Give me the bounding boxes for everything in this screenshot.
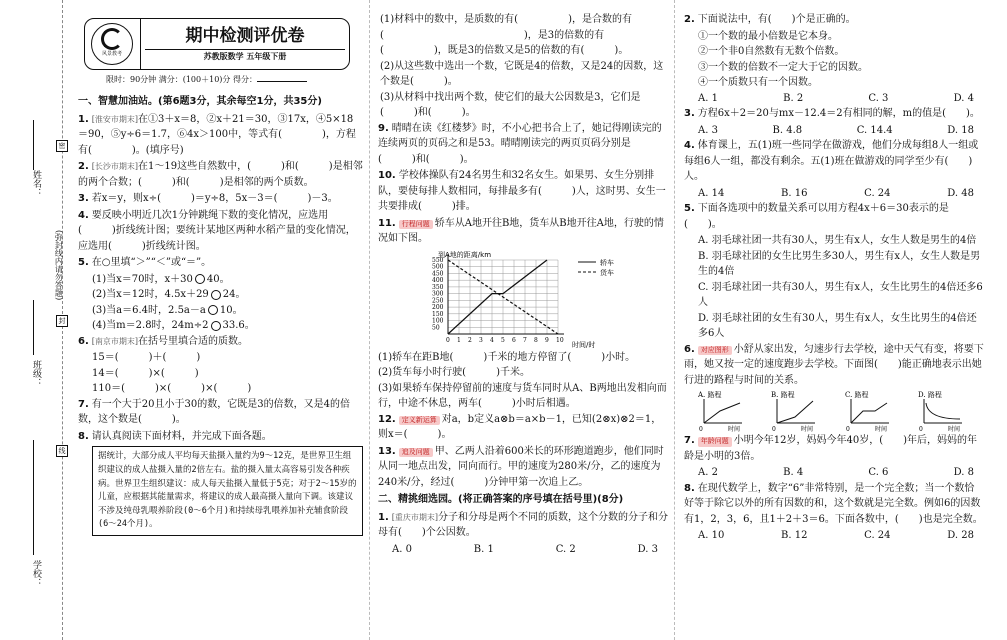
y-tick-label: 550 [432,256,444,264]
compare-circle[interactable] [208,305,218,315]
mc-question-1: 1. [重庆市期末]分子和分母是两个不同的质数，这个分数的分子和分母有( )个公因数。 [378,511,668,538]
school-label: 学校： [30,560,41,587]
q6-line-2: 14＝( )×( ) [92,367,199,379]
q6-line-3: 110＝( )×( )×( ) [92,383,252,395]
q5-part-1: (1)当x＝70时，x＋30 40。 [92,273,230,285]
q8-part-2: (2)从这些数中选出一个数，它既是4的倍数，又是24的因数，这个数是( )。 [380,60,664,87]
option[interactable]: C. 3 [868,92,889,104]
reading-passage: 据统计，大部分成人平均每天盐摄入量约为9～12克，是世界卫生组织建议的成人盐摄入量的2倍左右。盐的摄入量太高容易引发各种疾病。世界卫生组织建议：成人每天盐摄入量低于5克；对于2～15岁的儿童，应根据其能量需求，将建议的成人最高摄入量向下调。该建议不涉及纯母乳喂养阶段(0～6个月)和持续母乳喂养加补充辅食阶段(6～24个月)。 [92,446,363,536]
option[interactable]: B. 羽毛球社团的女生比男生多30人，男生有x人，女生人数是男生的4倍 [698,250,981,277]
x-tick-label: 4 [490,336,494,344]
column-1 [78,0,363,640]
seal-note: (弥封线内请勿答题) [54,230,64,301]
exam-info: 限时：90分钟 满分：(100＋10)分 得分： [106,74,363,86]
mc-question-5: 5. 下面各选项中的数量关系可以用方程4x＋6＝30表示的是( )。 [684,203,949,230]
svg-text:时间: 时间 [874,426,887,433]
q6-line-1: 15＝( )＋( ) [92,352,201,364]
option[interactable]: D. 4 [953,92,974,104]
mc-question-6: 6. 对应图形 小舒从家出发，匀速步行去学校，途中天气有变，将要下雨，她又按一定的速度跑步去学校。下面图( )能正确地表示出她行进的路程与时间的关系。 [684,343,984,386]
y-tick-label: 200 [432,303,444,311]
option[interactable]: C. 24 [864,187,891,199]
svg-text:D. 路程: D. 路程 [917,391,942,399]
option[interactable]: D. 3 [637,543,658,555]
option[interactable]: A. 羽毛球社团一共有30人，男生有x人，女生人数是男生的4倍 [698,235,977,246]
x-tick-label: 7 [523,336,527,344]
q5-part-4: (4)当m＝2.8时，24m÷2 33.6。 [92,320,255,332]
option[interactable]: B. 2 [783,92,804,104]
page-subtitle: 苏教版数学 五年级下册 [203,52,287,61]
x-axis-label: 时间/时 [572,340,596,349]
column-3 [684,12,984,640]
option[interactable]: C. 6 [868,467,889,478]
option[interactable]: C. 羽毛球社团一共有30人，男生有x人，女生比男生的4倍还多6人 [698,281,983,308]
option[interactable]: A. 0 [392,543,412,555]
header-box [84,18,350,70]
option[interactable]: D. 48 [947,187,974,199]
svg-text:时间: 时间 [947,426,960,433]
logo [91,23,133,65]
class-label: 班级： [30,360,41,387]
svg-text:0: 0 [699,426,703,433]
question-8: 8. 请认真阅读下面材料，并完成下面各题。 [78,430,272,442]
mc7-options [684,465,984,481]
name-label: 姓名： [30,170,41,197]
q5-part-2: (2)当x＝12时，4.5x＋29 24。 [92,289,246,301]
mc1-options [378,542,668,558]
travel-chart [378,248,668,350]
section-1-heading: 一、智慧加油站。(第6题3分，其余每空1分，共35分) [78,96,322,108]
y-tick-label: 250 [432,296,444,304]
option[interactable]: D. 羽毛球社团的女生有30人，男生有x人，女生比男生的4倍还多6人 [698,312,977,339]
series-line-car [448,260,547,334]
statement: ④一个质数只有一个因数。 [698,77,818,88]
option[interactable]: B. 4.8 [772,124,803,136]
question-5: 5. 在○里填“＞”“＜”或“＝”。 [78,257,212,269]
option[interactable]: D. 18 [947,124,974,136]
y-tick-label: 400 [432,276,444,284]
svg-text:0: 0 [845,426,850,433]
score-field[interactable] [257,81,307,82]
statement: ①一个数的最小倍数是它本身。 [698,30,838,42]
graph-option-a[interactable] [698,389,758,433]
y-tick-label: 300 [432,290,444,298]
legend-car: 轿车 [600,258,614,267]
svg-text:0: 0 [772,426,777,433]
svg-text:C. 路程: C. 路程 [844,391,869,399]
y-tick-label: 350 [432,283,444,291]
option[interactable]: D. 8 [953,467,974,478]
y-tick-label: 50 [432,323,440,331]
x-tick-label: 1 [457,336,461,344]
y-tick-label: 100 [432,317,444,325]
option[interactable]: A. 1 [698,92,718,104]
question-4: 4. 要反映小明近几次1分钟跳绳下数的变化情况，应选用( )折线统计图；要统计某地区两种水稻产量的变化情况，应选用( )折线统计图。 [78,209,356,252]
question-12: 12. 定义新运算 对a，b定义a⊗b＝a×b－1，已知(2⊗x)⊗2＝1，则x＝( )。 [378,413,662,440]
mc3-options [684,123,984,139]
graph-option-b[interactable] [771,389,831,433]
option[interactable]: B. 16 [781,187,808,199]
y-tick-label: 150 [432,310,444,318]
question-7: 7. 有一个大于20且小于30的数，它既是3的倍数，又是4的倍数，这个数是( )。 [78,398,350,426]
distance-time-chart [418,248,658,350]
question-13: 13. 追及问题 甲、乙两人沿着600米长的环形跑道跑步，他们同时从同一地点出发，同向而行。甲的速度为280米/分，乙的速度为240米/分，经过( )分钟甲第一次追上乙。 [378,445,664,488]
x-tick-label: 0 [446,336,450,344]
question-10: 10. 学校体操队有24名男生和32名女生。如果男、女生分别排队，要使每排人数相同，每排最多有( )人，这时男、女生一共要排成( )排。 [378,170,666,212]
svg-text:0: 0 [918,426,923,433]
mc-question-4: 4. 体育课上，五(1)班一些同学在做游戏，他们分成每组8人一组或每组6人一组，都没有剩余。五(1)班在做游戏的同学至少有( )人。 [684,140,979,182]
seal-mark-1: 密 [56,140,68,152]
q11-part-1: (1)轿车在距B地( )千米的地方停留了( )小时。 [378,351,636,363]
question-3: 3. 若x＝y，则x÷( )＝y÷8，5x－3＝( )－3。 [78,193,338,205]
mc6-graphs [684,389,984,433]
svg-text:A. 路程: A. 路程 [698,391,722,399]
option[interactable]: A. 3 [698,124,718,136]
seal-mark-3: 线 [56,445,68,457]
statement: ②一个非0自然数有无数个倍数。 [698,46,845,57]
y-tick-label: 450 [432,269,444,277]
compare-circle[interactable] [195,274,205,284]
mc2-options [684,91,984,107]
option[interactable]: A. 14 [698,187,725,199]
y-tick-label: 500 [432,263,444,271]
legend-truck: 货车 [600,268,614,277]
x-tick-label: 10 [556,336,564,344]
question-1: 1. [淮安市期末]在①3＋x＝8，②x＋21＝30，③17x，④5×18＝90，⑤y÷6＝1.7，⑥4x＞100中，等式有( )，方程有( )。(填序号) [78,113,356,156]
x-tick-label: 5 [501,336,505,344]
option[interactable]: D. 28 [947,530,974,541]
compare-circle[interactable] [211,290,221,300]
seal-mark-2: 封 [56,315,68,327]
binding-strip [0,0,76,640]
mc-question-8: 8. 在现代数学上，数字“6”非常特别，是一个完全数；当一个数恰好等于除它以外的所有因数的和，这个数就是完全数。例如6的因数有1，2，3，6，且1＋2＋3＝6。下面各数中，( )也是完全数。 [684,482,983,525]
q8-part-1: (1)材料中的数中，是质数的有( )，是合数的有( )，是3的倍数的有( )，既是3的倍数又是5的倍数的有( )。 [380,14,632,56]
option[interactable]: A. 2 [698,467,718,478]
svg-text:时间: 时间 [801,426,814,433]
option[interactable]: A. 10 [698,530,725,541]
mc-question-3: 3. 方程6x＋2＝20与mx－12.4＝2有相同的解，m的值是( )。 [684,108,980,119]
statement: ③一个数的倍数不一定大于它的因数。 [698,61,868,73]
option[interactable]: B. 1 [473,543,494,555]
x-tick-label: 8 [534,336,538,344]
option[interactable]: B. 12 [781,530,808,541]
x-tick-label: 2 [468,336,472,344]
compare-circle[interactable] [211,321,221,331]
svg-text:B. 路程: B. 路程 [771,391,795,399]
option[interactable]: C. 14.4 [856,124,893,136]
section-2-heading: 二、精挑细选园。(将正确答案的序号填在括号里)(8分) [378,494,624,505]
mc4-options [684,186,984,202]
question-11: 11. 行程问题 轿车从A地开往B地，货车从B地开往A地，行驶的情况如下图。 [378,217,664,244]
question-2: 2. [长沙市期末]在1～19这些自然数中，( )和( )是相邻的两个合数；( )和( )是相邻的两个质数。 [78,161,363,188]
x-tick-label: 9 [545,336,549,344]
q11-part-2: (2)货车每小时行驶( )千米。 [378,367,530,378]
graph-option-d[interactable] [918,389,978,433]
x-tick-label: 6 [512,336,516,344]
option[interactable]: C. 24 [864,530,891,541]
logo-text: 风景教考 [101,51,122,57]
q5-part-3: (3)当a＝6.4时，2.5a－a 10。 [92,304,243,316]
question-9: 9. 晴晴在读《红楼梦》时，不小心把书合上了，她记得刚读完的连续两页的页码之和是53。晴晴刚读完的两页页码分别是( )和( )。 [378,122,662,165]
mc8-options [684,528,984,544]
mc-question-7: 7. 年龄问题 小明今年12岁，妈妈今年40岁，( )年后，妈妈的年龄是小明的3倍。 [684,435,978,462]
q8-part-3: (3)从材料中找出两个数，使它们的最大公因数是3，它们是( )和( )。 [380,91,641,118]
chart-title: 到A地的距离/km [438,250,492,259]
page-title: 期中检测评优卷 [185,26,305,46]
x-tick-label: 3 [479,336,483,344]
option[interactable]: B. 4 [783,467,804,478]
graph-option-c[interactable] [845,389,905,433]
column-2 [378,12,668,640]
option[interactable]: C. 2 [555,543,576,555]
q11-part-3: (3)如果轿车保持停留前的速度与货车同时从A、B两地出发相向而行，中途不休息，两车( )小时后相遇。 [378,382,667,409]
mc-question-2: 2. 下面说法中，有( )个是正确的。 [684,14,856,25]
swirl-icon [101,28,123,50]
question-6: 6. [南京市期末]在括号里填合适的质数。 [78,335,249,347]
svg-text:时间: 时间 [728,426,741,433]
